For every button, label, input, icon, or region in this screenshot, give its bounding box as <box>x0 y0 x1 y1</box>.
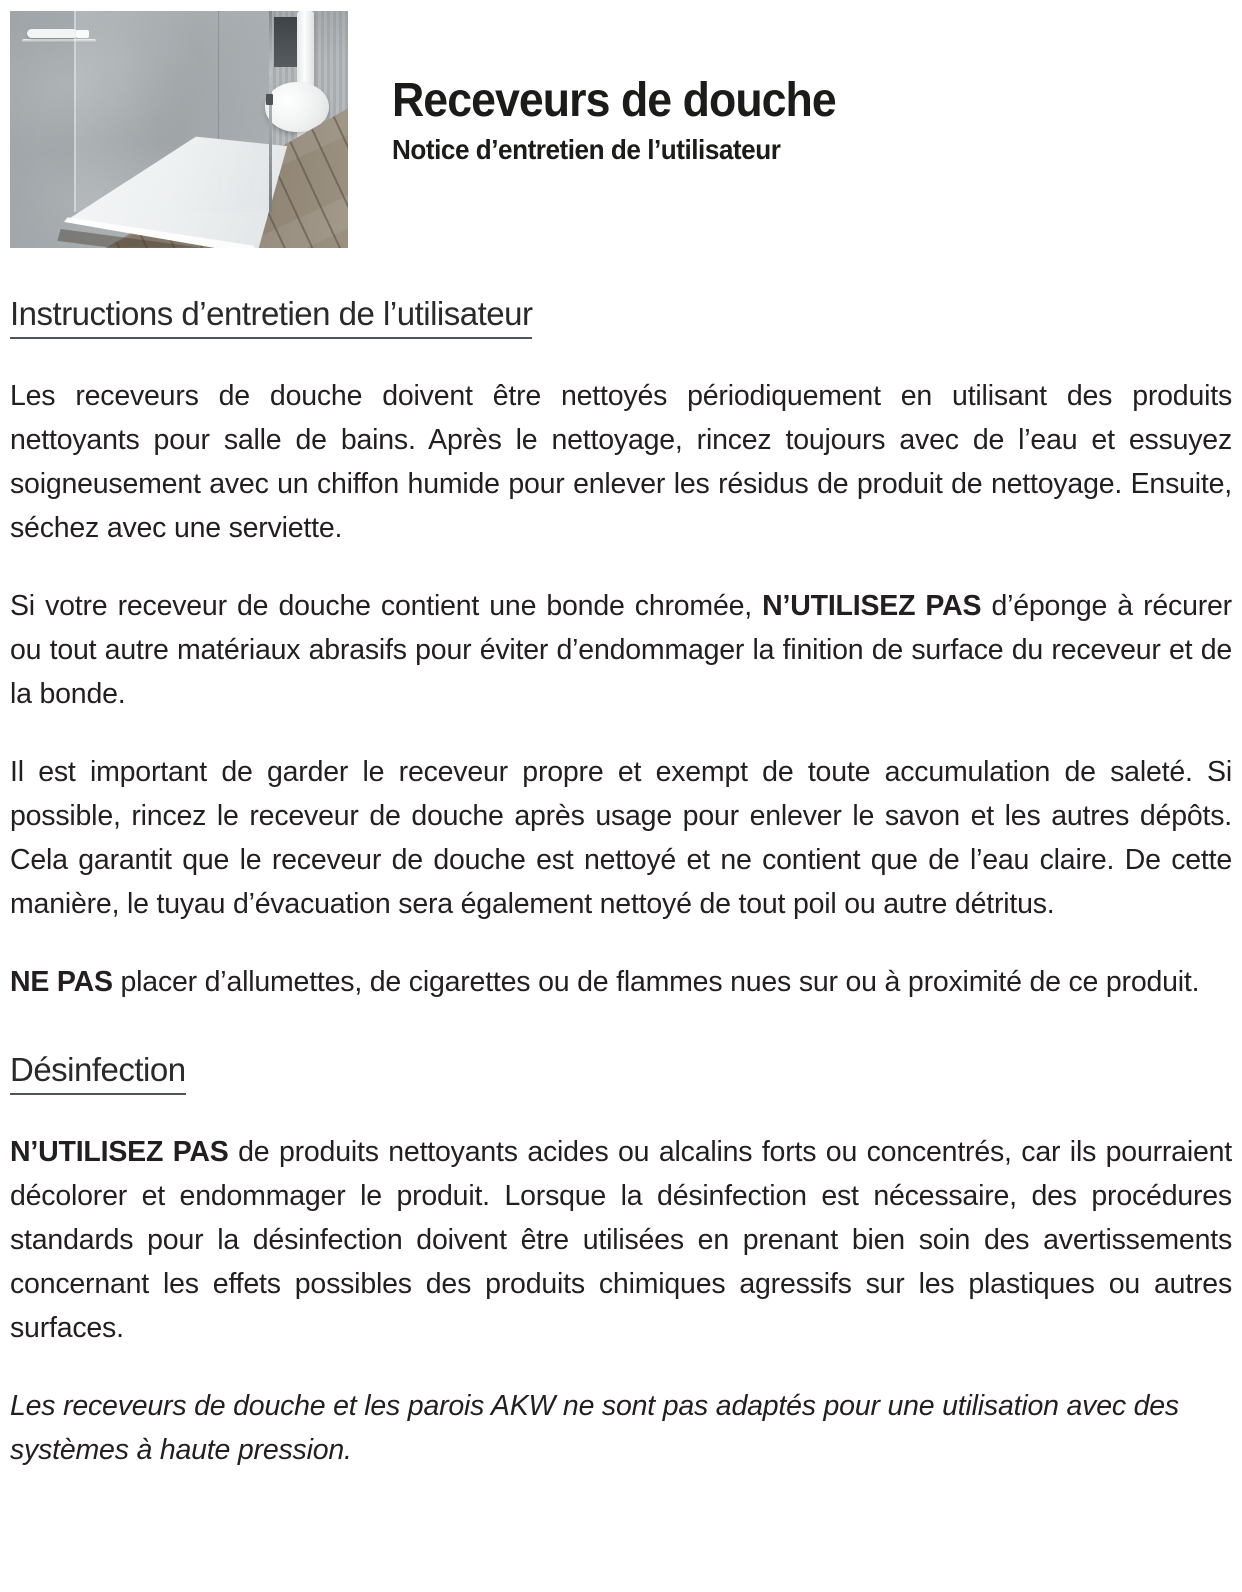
page-subtitle: Notice d’entretien de l’utilisateur <box>392 134 781 165</box>
hero-photo <box>10 11 348 248</box>
disinfection-paragraph-1: N’UTILISEZ PAS de produits nettoyants acides ou alcalins forts ou concentrés, car ils pourraient décolorer et endommager le produit. Lorsque la désinfection est nécessaire, des procédures standards pour la désinfection doivent être utilisées en prenant bien soin des avertissements concernant les effets possibles des produits chimiques agressifs sur les plastiques ou autres surfaces. <box>10 1136 1232 1344</box>
disinfection-section-heading: Désinfection <box>10 1050 1232 1090</box>
glass-panel <box>74 11 270 212</box>
glass-panel-edge <box>269 11 272 212</box>
warning-text: N’UTILISEZ PAS <box>762 590 982 622</box>
warning-text: NE PAS <box>10 966 113 998</box>
care-paragraph-4: NE PAS placer d’allumettes, de cigarettes ou de flammes nues sur ou à proximité de ce produit. <box>10 966 1200 998</box>
document-header <box>10 11 1232 248</box>
page-title: Receveurs de douche <box>392 74 836 127</box>
section-care-instructions <box>10 294 1232 1004</box>
section-disinfection <box>10 1050 1232 1472</box>
shelf-bottle <box>27 29 78 38</box>
care-paragraph-2: Si votre receveur de douche contient une bonde chromée, N’UTILISEZ PAS d’éponge à récurer ou tout autre matériaux abrasifs pour éviter d’endommager la finition de surface du receveur et de la bonde. <box>10 590 1232 710</box>
care-paragraph-1: Les receveurs de douche doivent être nettoyés périodiquement en utilisant des produits nettoyants pour salle de bains. Après le nettoyage, rincez toujours avec de l’eau et essuyez soigneusement avec un chiffon humide pour enlever les résidus de produit de nettoyage. Ensuite, séchez avec une serviette. <box>10 380 1232 544</box>
glass-hinge <box>266 94 273 105</box>
care-section-heading: Instructions d’entretien de l’utilisateur <box>10 294 1232 334</box>
high-pressure-note: Les receveurs de douche et les parois AKW ne sont pas adaptés pour une utilisation avec des systèmes à haute pression. <box>10 1390 1179 1466</box>
warning-text: N’UTILISEZ PAS <box>10 1136 229 1168</box>
shower-seat <box>265 82 329 132</box>
title-block <box>392 11 869 166</box>
care-paragraph-3: Il est important de garder le receveur propre et exempt de toute accumulation de saleté. Si possible, rincez le receveur de douche après usage pour enlever le savon et les autres dépôts. Cela garantit que le receveur de douche est nettoyé et ne contient que de l’eau claire. De cette manière, le tuyau d’évacuation sera également nettoyé de tout poil ou autre détritus. <box>10 756 1232 920</box>
